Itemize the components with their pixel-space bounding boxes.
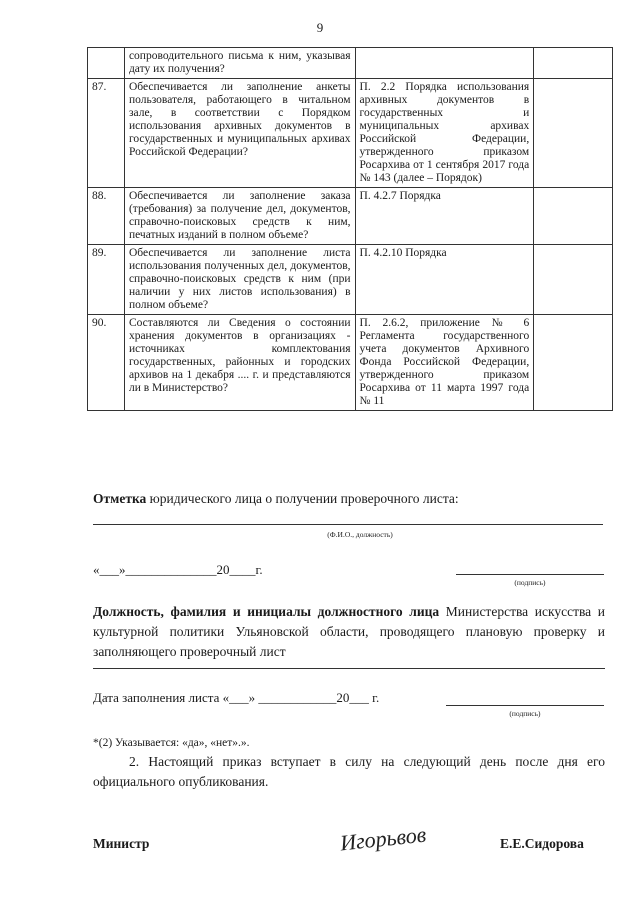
row-answer-cell <box>534 79 613 188</box>
checklist-table <box>87 47 613 411</box>
receipt-heading-rest: юридического лица о получении проверочного листа: <box>149 491 459 506</box>
clause-paragraph: 2. Настоящий приказ вступает в силу на следующий день после дня его официального опубликования. <box>93 754 605 789</box>
row-number <box>88 48 125 79</box>
official-paragraph <box>93 602 605 662</box>
receipt-heading <box>93 491 459 507</box>
row-number: 87. <box>88 79 125 188</box>
row-number: 90. <box>88 315 125 411</box>
row-question: Обеспечивается ли заполнение заказа (требования) за получение дел, документов, справочно-поисковых средств к ним, печатных изданий в полном объеме? <box>124 188 355 245</box>
fio-line <box>93 524 603 525</box>
fio-label: (Ф.И.О., должность) <box>327 530 393 539</box>
official-signature-line <box>446 705 604 706</box>
row-answer-cell <box>534 48 613 79</box>
signature-position: Министр <box>93 836 150 851</box>
row-question: Составляются ли Сведения о состоянии хранения документов в организациях - источниках комплектования государственных, районных и городских архивов на 1 декабря .... г. и представляются ли в Министерство? <box>124 315 355 411</box>
table-row <box>88 79 613 188</box>
row-answer-cell <box>534 188 613 245</box>
row-number: 88. <box>88 188 125 245</box>
official-signature-label: (подпись) <box>509 709 541 718</box>
official-text-bold: Должность, фамилия и инициалы должностного лица <box>93 604 440 619</box>
row-reference: П. 2.6.2, приложение № 6 Регламента государственного учета документов Архивного Фонда Российской Федерации, утвержденного приказом Росархива от 11 марта 1997 года № 11 <box>355 315 534 411</box>
row-reference <box>355 48 534 79</box>
table-row <box>88 245 613 315</box>
receipt-date: «___»______________20____г. <box>93 562 263 577</box>
row-question: Обеспечивается ли заполнение анкеты пользователя, работающего в читальном зале, в соответствии с Порядком использования архивных документов в государственных и муниципальных архивах Российской Федерации? <box>124 79 355 188</box>
receipt-signature-line <box>456 574 604 575</box>
table-row <box>88 315 613 411</box>
row-answer-cell <box>534 245 613 315</box>
row-question: сопроводительного письма к ним, указывая дату их получения? <box>124 48 355 79</box>
row-reference: П. 4.2.10 Порядка <box>355 245 534 315</box>
official-line <box>93 668 605 669</box>
receipt-heading-bold: Отметка <box>93 491 147 506</box>
table-row <box>88 48 613 79</box>
handwritten-signature: Игорьвов <box>338 821 428 856</box>
footnote: *(2) Указывается: «да», «нет».». <box>93 737 250 749</box>
page-number: 9 <box>316 20 324 35</box>
receipt-signature-label: (подпись) <box>514 578 546 587</box>
official-text-rest: Министерства искусства и культурной политики Ульяновской области, проводящего плановую проверку и заполняющего проверочный лист <box>93 604 605 659</box>
signature-name: Е.Е.Сидорова <box>500 836 584 851</box>
table-row <box>88 188 613 245</box>
row-question: Обеспечивается ли заполнение листа использования полученных дел, документов, справочно-поисковых средств к ним (при наличии у них листов использования) в полном объеме? <box>124 245 355 315</box>
row-answer-cell <box>534 315 613 411</box>
row-reference: П. 2.2 Порядка использования архивных документов в государственных и муниципальных архивах Российской Федерации, утвержденного приказом Росархива от 1 сентября 2017 года № 143 (далее – Порядок) <box>355 79 534 188</box>
row-reference: П. 4.2.7 Порядка <box>355 188 534 245</box>
official-date: Дата заполнения листа «___» ____________20___ г. <box>93 690 380 705</box>
row-number: 89. <box>88 245 125 315</box>
